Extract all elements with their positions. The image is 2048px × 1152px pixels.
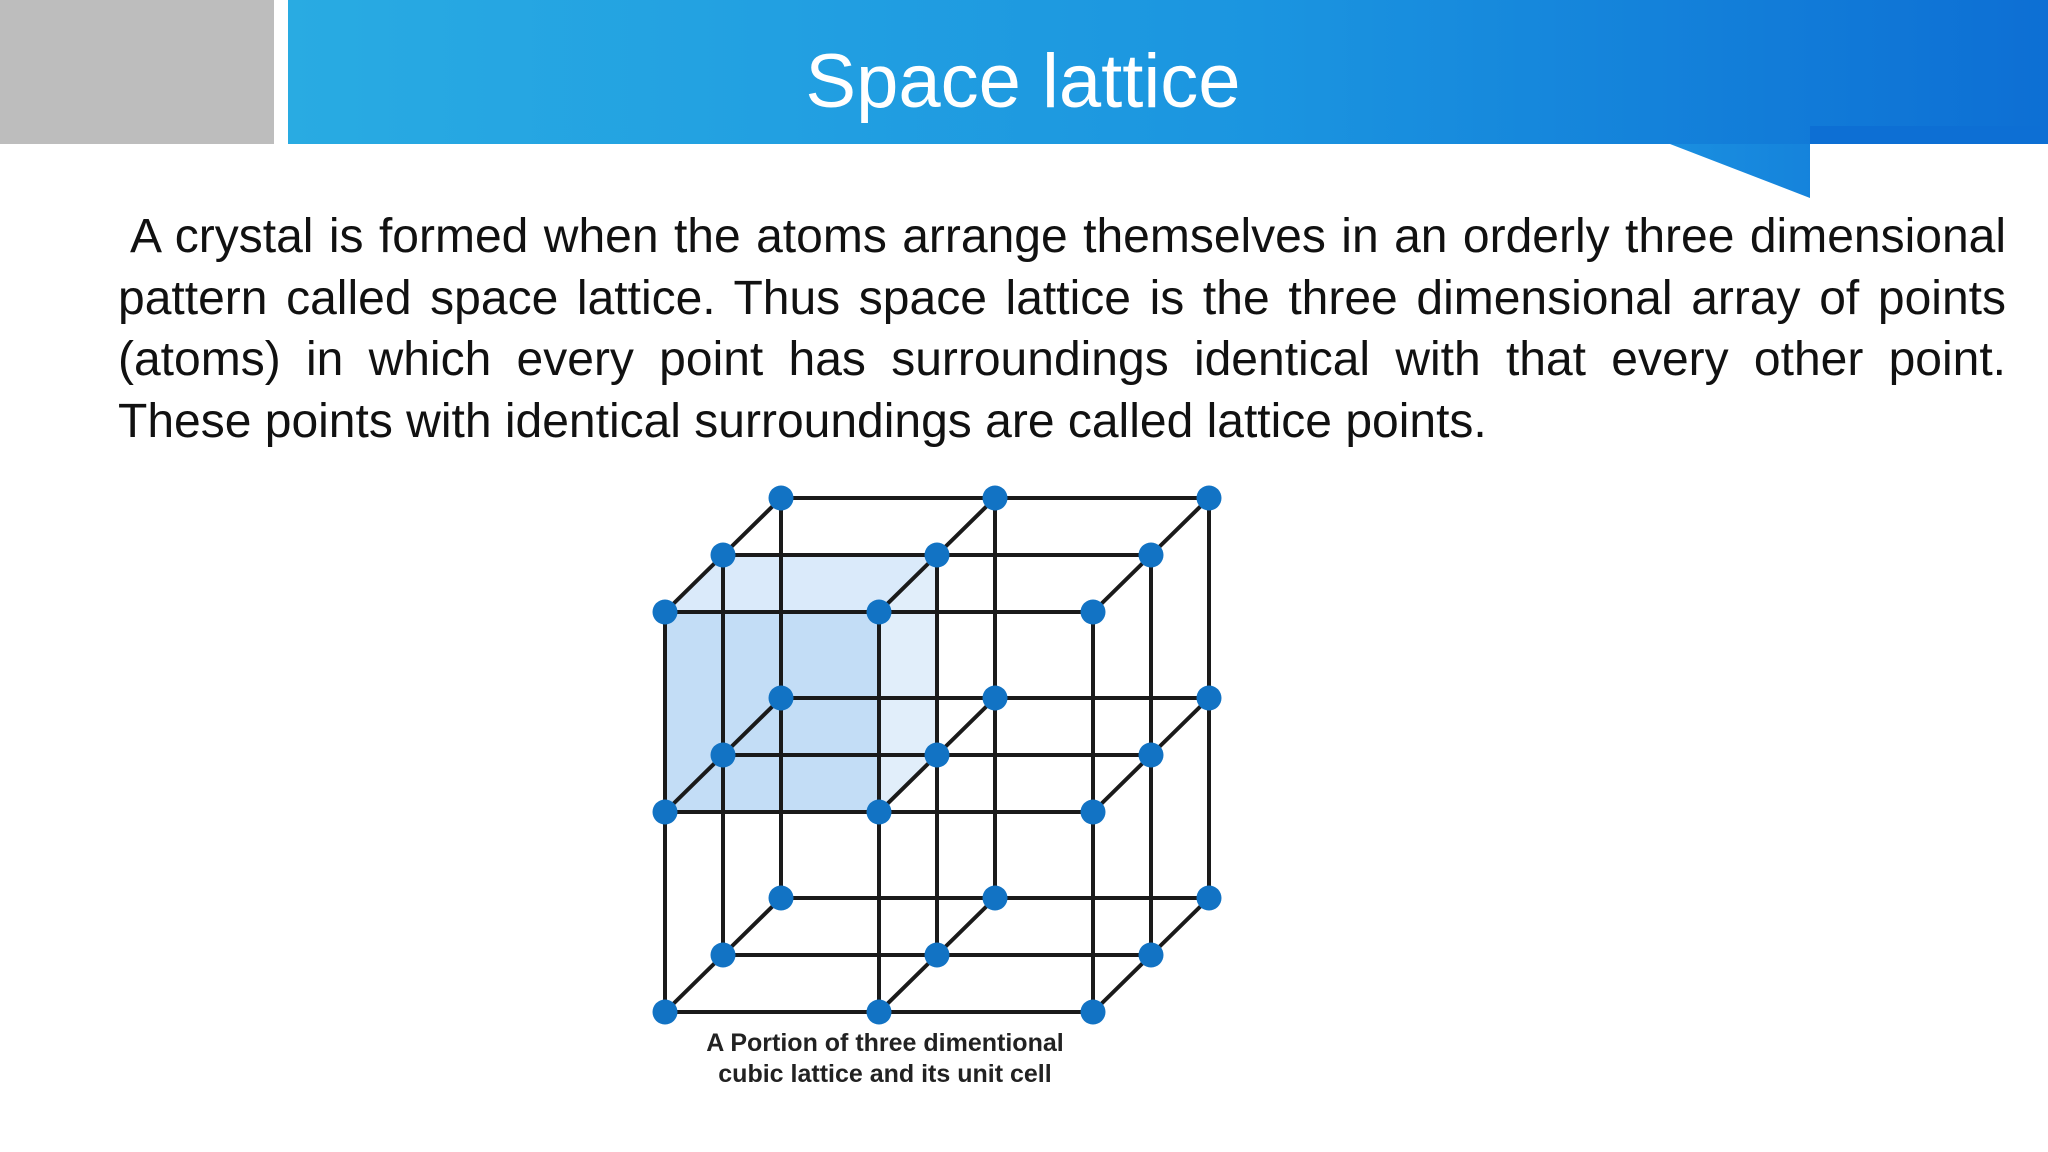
lattice-point: [867, 800, 892, 825]
lattice-point: [867, 600, 892, 625]
lattice-point: [653, 1000, 678, 1025]
lattice-point: [769, 886, 794, 911]
lattice-point: [1139, 743, 1164, 768]
slide-title: Space lattice: [805, 39, 1241, 124]
lattice-point: [653, 600, 678, 625]
lattice-point: [1139, 943, 1164, 968]
lattice-point: [653, 800, 678, 825]
lattice-point: [1081, 1000, 1106, 1025]
lattice-point: [983, 686, 1008, 711]
figure-caption-line-2: cubic lattice and its unit cell: [718, 1060, 1052, 1088]
lattice-point: [1197, 886, 1222, 911]
lattice-point: [925, 943, 950, 968]
lattice-point: [711, 943, 736, 968]
lattice-point: [1197, 686, 1222, 711]
lattice-point: [711, 543, 736, 568]
figure-caption: [640, 1028, 1130, 1090]
body-paragraph: A crystal is formed when the atoms arrange themselves in an orderly three dimensional pattern called space lattice. Thus space lattice is the three dimensional array of points (atoms) in which every point has surroundings identical with that every other point. These points with identical surroundings are called lattice points.: [118, 210, 2006, 448]
figure-caption-line-1: A Portion of three dimentional: [706, 1029, 1064, 1057]
lattice-point: [1197, 486, 1222, 511]
lattice-point: [1081, 600, 1106, 625]
lattice-point: [925, 543, 950, 568]
lattice-point: [867, 1000, 892, 1025]
lattice-point: [983, 486, 1008, 511]
lattice-point: [1081, 800, 1106, 825]
lattice-point: [1139, 543, 1164, 568]
lattice-point: [925, 743, 950, 768]
lattice-point: [983, 886, 1008, 911]
lattice-point: [711, 743, 736, 768]
lattice-point: [769, 486, 794, 511]
cubic-lattice-diagram: [630, 480, 1250, 1110]
lattice-point: [769, 686, 794, 711]
